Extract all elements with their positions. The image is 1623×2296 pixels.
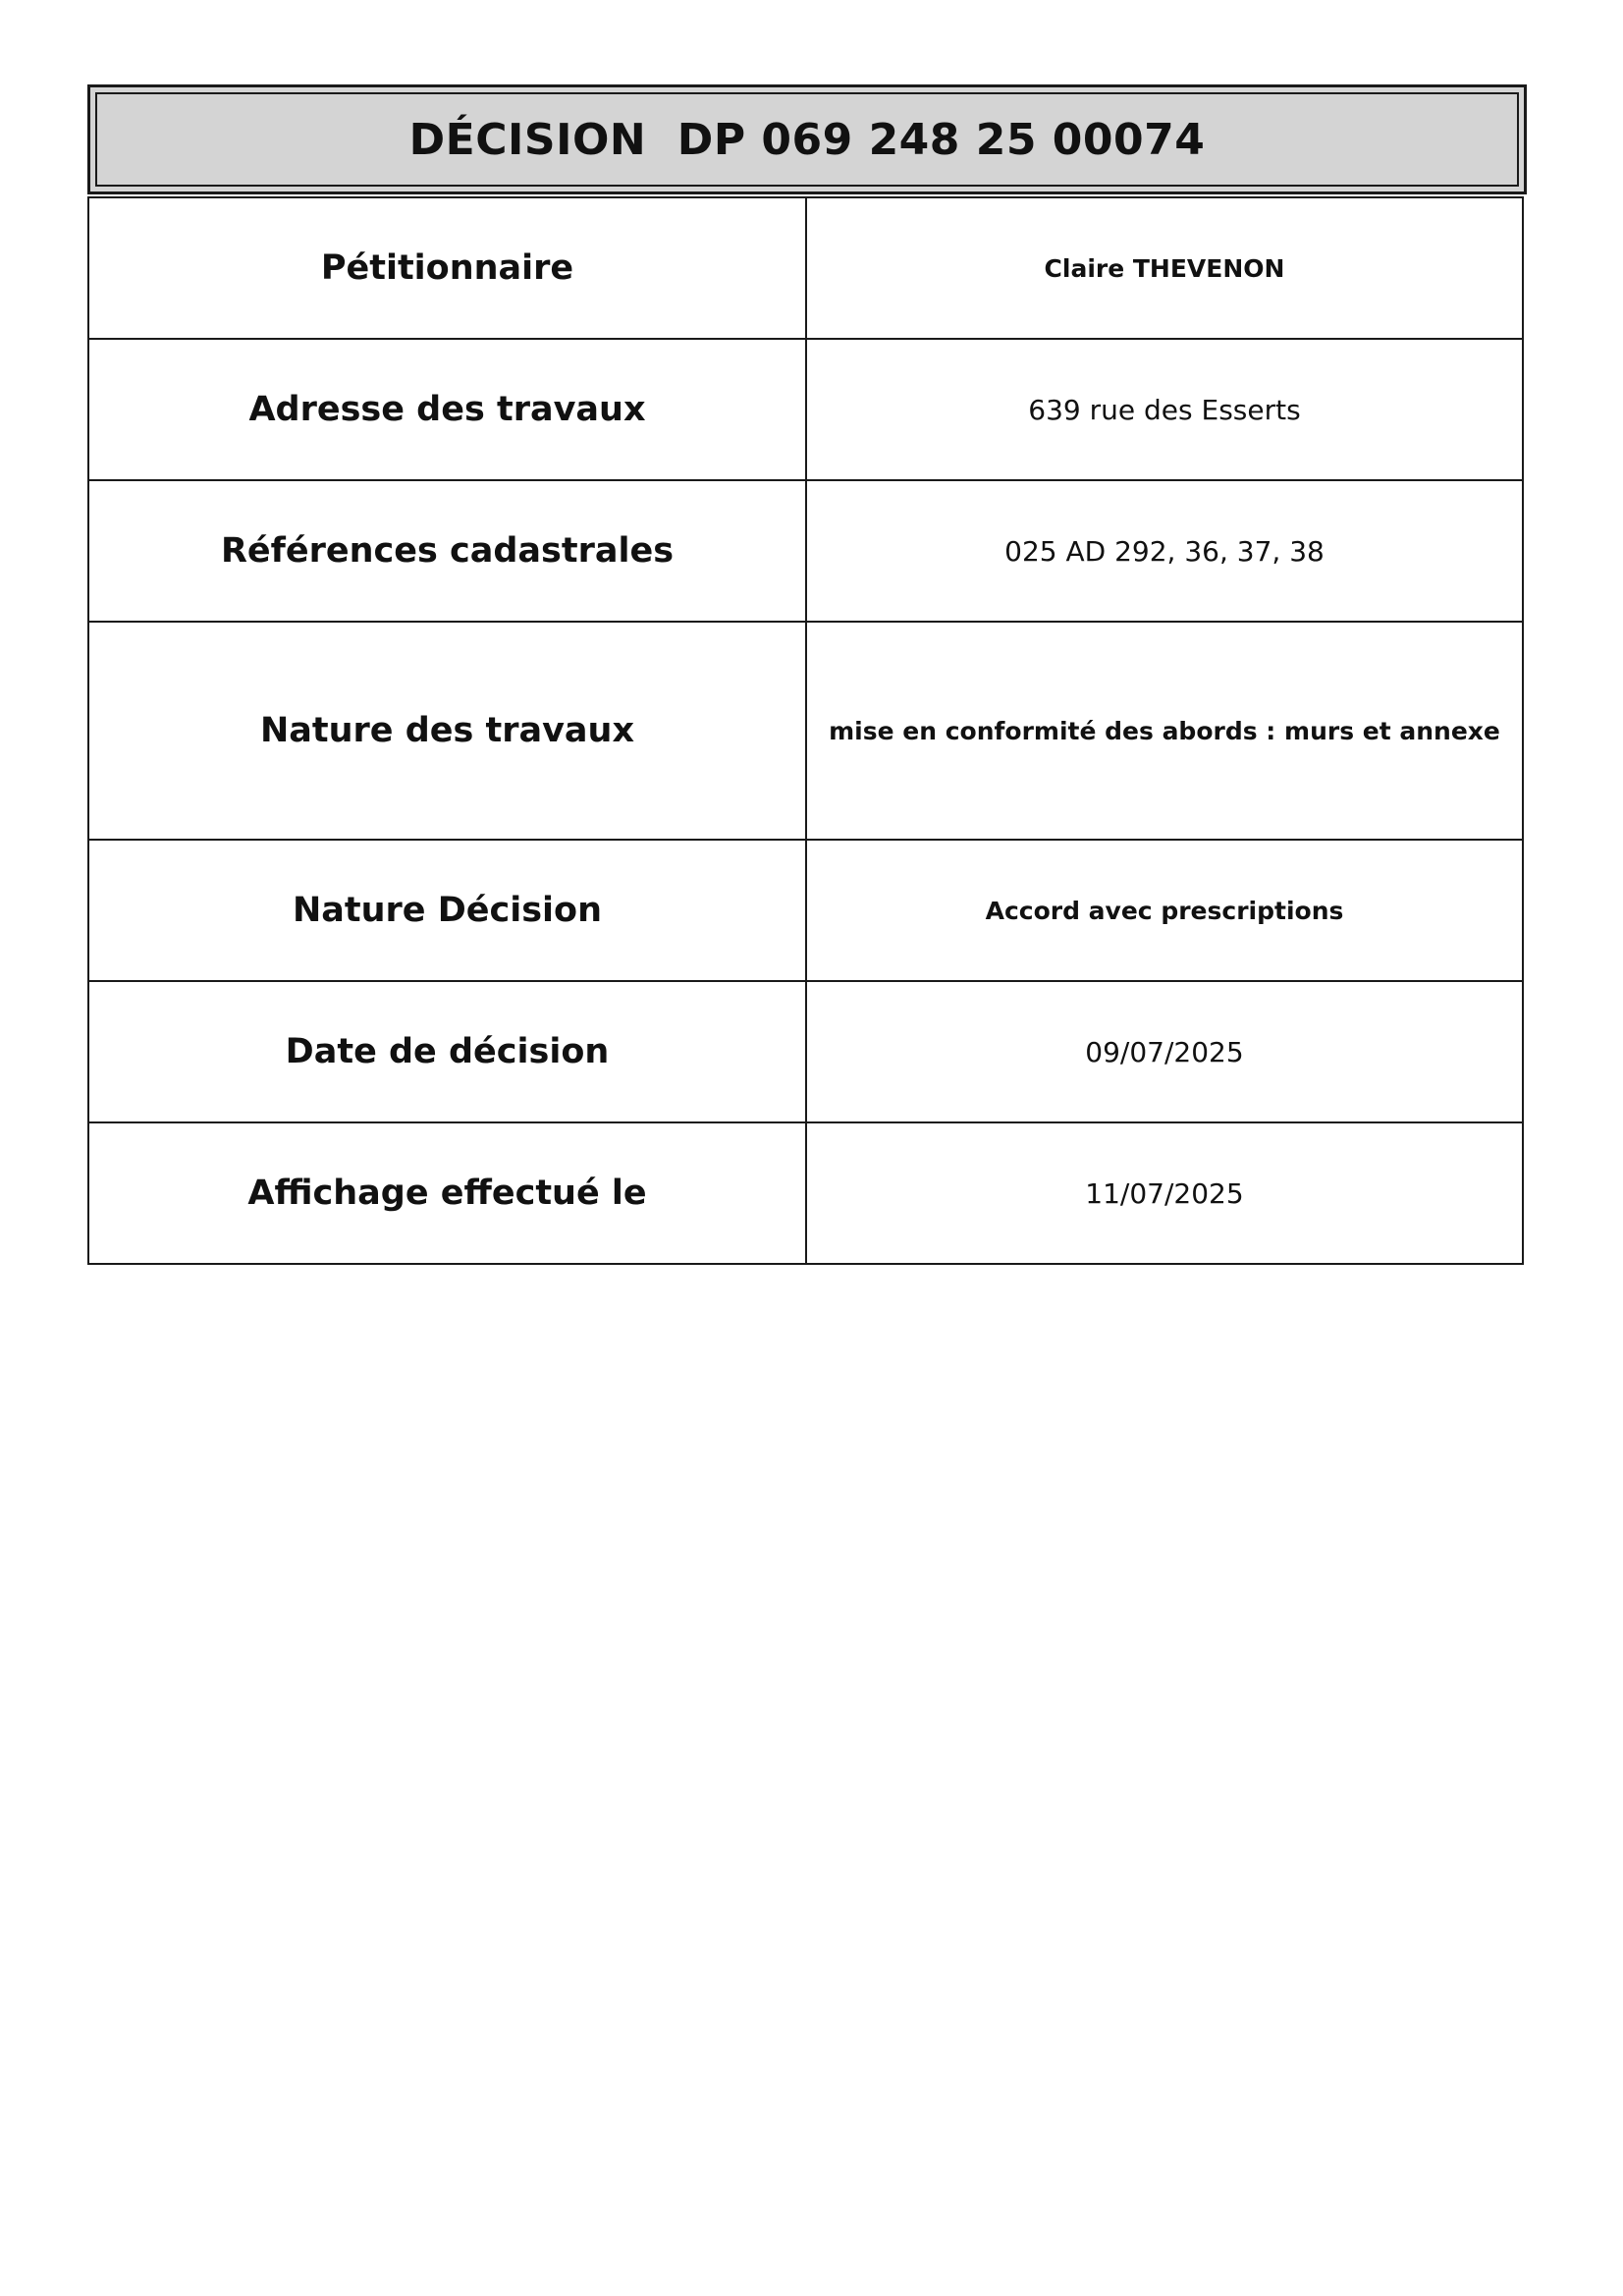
table-row-references — [88, 480, 1523, 622]
row-value-affichage: 11/07/2025 — [806, 1122, 1523, 1264]
table-row-petitionnaire — [88, 197, 1523, 339]
row-value-petitionnaire: Claire THEVENON — [806, 197, 1523, 339]
row-label-nature-travaux: Nature des travaux — [88, 622, 806, 840]
table-row-adresse — [88, 339, 1523, 480]
decision-info-table — [87, 196, 1524, 1265]
row-label-nature-decision: Nature Décision — [88, 840, 806, 981]
row-label-adresse: Adresse des travaux — [88, 339, 806, 480]
row-value-nature-travaux: mise en conformité des abords : murs et annexe — [806, 622, 1523, 840]
decision-title-banner — [87, 84, 1527, 194]
row-label-affichage: Affichage effectué le — [88, 1122, 806, 1264]
row-label-references: Références cadastrales — [88, 480, 806, 622]
row-value-adresse: 639 rue des Esserts — [806, 339, 1523, 480]
row-value-nature-decision: Accord avec prescriptions — [806, 840, 1523, 981]
table-row-date-decision — [88, 981, 1523, 1122]
row-value-references: 025 AD 292, 36, 37, 38 — [806, 480, 1523, 622]
table-row-nature-travaux — [88, 622, 1523, 840]
row-label-petitionnaire: Pétitionnaire — [88, 197, 806, 339]
row-label-date-decision: Date de décision — [88, 981, 806, 1122]
table-row-affichage — [88, 1122, 1523, 1264]
decision-title: DÉCISION DP 069 248 25 00074 — [408, 114, 1206, 165]
table-row-nature-decision — [88, 840, 1523, 981]
row-value-date-decision: 09/07/2025 — [806, 981, 1523, 1122]
